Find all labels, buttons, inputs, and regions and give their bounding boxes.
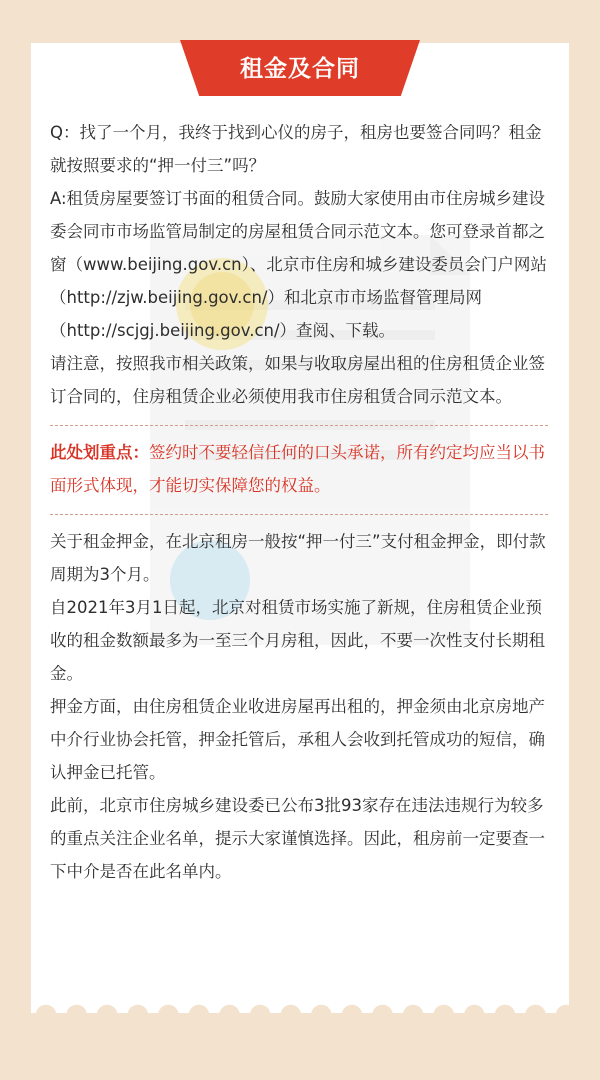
page-title: 租金及合同 [240,56,360,82]
key-point-text: 签约时不要轻信任何的口头承诺，所有约定均应当以书面形式体现，才能切实保障您的权益。 [50,443,545,495]
answer-text: A:租赁房屋要签订书面的租赁合同。鼓励大家使用由市住房城乡建设委会同市市场监管局制定的房屋租赁合同示范文本。您可登录首都之窗（www.beijing.gov.cn）、北京市住房和城乡建设委员会门户网站（http://zjw.beijing.gov.cn/）和北京市市场监督管理局网（http://scjgj.beijing.gov.cn/）查阅、下载。 [50,189,547,340]
key-point-label: 此处划重点： [50,443,149,462]
divider-top [50,425,548,426]
deposit-paragraph: 关于租金押金，在北京租房一般按“押一付三”支付租金押金，即付款周期为3个月。 [50,532,546,584]
new-rules-paragraph: 自2021年3月1日起，北京对租赁市场实施了新规，住房租赁企业预收的租金数额最多为一至三个月房租，因此，不要一次性支付长期租金。 [50,598,545,683]
question-text: Q：找了一个月，我终于找到心仪的房子，租房也要签合同吗？租金就按照要求的“押一付三”吗？ [50,123,542,175]
notice-text: 请注意，按照我市相关政策，如果与收取房屋出租的住房租赁企业签订合同的，住房租赁企业必须使用我市住房租赁合同示范文本。 [50,354,545,406]
key-point [50,436,554,502]
watchlist-paragraph: 此前，北京市住房城乡建设委已公布3批93家存在违法违规行为较多的重点关注企业名单，提示大家谨慎选择。因此，租房前一定要查一下中介是否在此名单内。 [50,796,545,881]
article-body [50,116,554,888]
escrow-paragraph: 押金方面，由住房租赁企业收进房屋再出租的，押金须由北京房地产中介行业协会托管，押金托管后，承租人会收到托管成功的短信，确认押金已托管。 [50,697,545,782]
scalloped-edge [31,1000,569,1030]
divider-bottom [50,514,548,515]
